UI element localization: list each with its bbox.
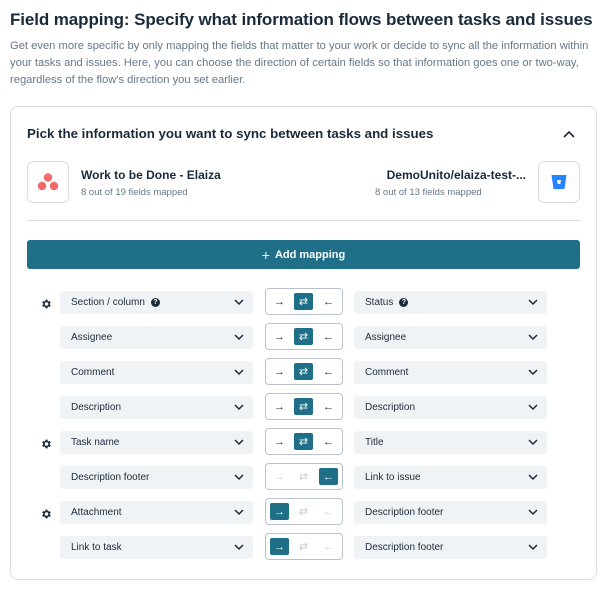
right-field-select[interactable]: [354, 396, 547, 419]
left-field-select[interactable]: [60, 431, 253, 454]
mapping-row: [27, 396, 587, 431]
left-to-right-arrow-icon[interactable]: →: [270, 503, 289, 520]
right-to-left-arrow-icon[interactable]: ←: [323, 365, 334, 378]
chevron-down-icon: [528, 368, 538, 376]
sync-direction-toggle: [265, 393, 343, 420]
left-to-right-arrow-icon[interactable]: →: [274, 400, 285, 413]
right-to-left-arrow-icon[interactable]: ←: [323, 295, 334, 308]
help-icon[interactable]: ?: [151, 298, 160, 307]
page-title: Field mapping: Specify what information flows between tasks and issues: [10, 10, 593, 29]
help-icon[interactable]: ?: [399, 298, 408, 307]
left-field-select[interactable]: [60, 326, 253, 349]
right-field-select[interactable]: [354, 291, 547, 314]
left-to-right-arrow-icon[interactable]: →: [270, 538, 289, 555]
mapping-row: [27, 501, 587, 536]
chevron-down-icon: [234, 333, 244, 341]
chevron-down-icon: [234, 473, 244, 481]
left-to-right-arrow-icon[interactable]: →: [274, 435, 285, 448]
left-field-label: Task name: [71, 437, 120, 448]
page-description: Get even more specific by only mapping the fields that matter to your work or decide to sync all the information within your tasks and issues. Here, you can choose the direction of certain fields so that information goes one or two-way, regardless of the flow's direction you set earlier.: [10, 40, 589, 86]
chevron-down-icon: [528, 508, 538, 516]
left-to-right-arrow-icon[interactable]: →: [274, 470, 285, 483]
chevron-down-icon: [528, 298, 538, 306]
right-to-left-arrow-icon[interactable]: ←: [323, 540, 334, 553]
left-app-field-count: 8 out of 19 fields mapped: [81, 187, 188, 198]
right-to-left-arrow-icon[interactable]: ←: [323, 400, 334, 413]
bitbucket-logo-icon: [538, 161, 580, 203]
gear-icon[interactable]: [40, 438, 52, 450]
two-way-arrow-icon[interactable]: ⇄: [294, 398, 313, 415]
mapping-list: [27, 291, 587, 571]
mapping-row: [27, 291, 587, 326]
gear-icon[interactable]: [40, 298, 52, 310]
two-way-arrow-icon[interactable]: ⇄: [298, 506, 309, 518]
right-field-label: Description: [365, 402, 416, 413]
left-to-right-arrow-icon[interactable]: →: [274, 365, 285, 378]
right-field-label: Description footer: [365, 542, 444, 553]
left-field-label: Link to task: [71, 542, 122, 553]
sync-direction-toggle: [265, 533, 343, 560]
right-app-name: DemoUnito/elaiza-test-...: [386, 168, 526, 182]
left-field-select[interactable]: [60, 361, 253, 384]
left-field-select[interactable]: [60, 396, 253, 419]
sync-direction-toggle: [265, 463, 343, 490]
chevron-down-icon: [234, 403, 244, 411]
sync-direction-toggle: [265, 358, 343, 385]
left-app-name: Work to be Done - Elaiza: [81, 168, 221, 182]
two-way-arrow-icon[interactable]: ⇄: [294, 363, 313, 380]
right-field-label: Link to issue: [365, 472, 421, 483]
left-to-right-arrow-icon[interactable]: →: [274, 330, 285, 343]
chevron-down-icon: [234, 543, 244, 551]
add-mapping-button[interactable]: [27, 240, 580, 269]
left-field-select[interactable]: [60, 536, 253, 559]
right-field-select[interactable]: [354, 326, 547, 349]
mapping-row: [27, 326, 587, 361]
left-to-right-arrow-icon[interactable]: →: [274, 295, 285, 308]
right-to-left-arrow-icon[interactable]: ←: [323, 330, 334, 343]
chevron-down-icon: [528, 473, 538, 481]
left-field-label: Assignee: [71, 332, 113, 343]
two-way-arrow-icon[interactable]: ⇄: [294, 328, 313, 345]
mapping-row: [27, 361, 587, 396]
right-field-select[interactable]: [354, 431, 547, 454]
left-field-select[interactable]: [60, 501, 253, 524]
add-mapping-label: Add mapping: [274, 248, 346, 261]
mapping-row: [27, 431, 587, 466]
sync-direction-toggle: [265, 323, 343, 350]
two-way-arrow-icon[interactable]: ⇄: [298, 541, 309, 553]
chevron-down-icon: [528, 438, 538, 446]
chevron-up-icon[interactable]: [562, 127, 576, 141]
right-field-label: Title: [365, 437, 384, 448]
chevron-down-icon: [234, 298, 244, 306]
right-field-label: Comment: [365, 367, 409, 378]
divider: [27, 220, 580, 221]
field-mapping-card: [10, 106, 597, 580]
right-app: [375, 161, 580, 203]
chevron-down-icon: [528, 543, 538, 551]
left-field-select[interactable]: [60, 291, 253, 314]
gear-icon[interactable]: [40, 508, 52, 520]
left-field-label: Description footer: [71, 472, 150, 483]
chevron-down-icon: [234, 368, 244, 376]
chevron-down-icon: [528, 333, 538, 341]
sync-direction-toggle: [265, 498, 343, 525]
left-field-select[interactable]: [60, 466, 253, 489]
right-field-select[interactable]: [354, 536, 547, 559]
right-field-select[interactable]: [354, 501, 547, 524]
sync-direction-toggle: [265, 288, 343, 315]
two-way-arrow-icon[interactable]: ⇄: [298, 471, 309, 483]
right-to-left-arrow-icon[interactable]: ←: [323, 435, 334, 448]
chevron-down-icon: [234, 438, 244, 446]
card-title: Pick the information you want to sync between tasks and issues: [27, 126, 434, 141]
left-field-label: Comment: [71, 367, 115, 378]
mapping-row: [27, 466, 587, 501]
right-app-field-count: 8 out of 13 fields mapped: [375, 187, 482, 198]
right-field-select[interactable]: [354, 361, 547, 384]
right-field-select[interactable]: [354, 466, 547, 489]
left-field-label: Section / column: [71, 297, 145, 308]
asana-logo-icon: [27, 161, 69, 203]
right-field-label: Assignee: [365, 332, 407, 343]
sync-direction-toggle: [265, 428, 343, 455]
two-way-arrow-icon[interactable]: ⇄: [294, 293, 313, 310]
left-field-label: Description: [71, 402, 122, 413]
right-to-left-arrow-icon[interactable]: ←: [323, 505, 334, 518]
mapping-row: [27, 536, 587, 571]
chevron-down-icon: [528, 403, 538, 411]
two-way-arrow-icon[interactable]: ⇄: [294, 433, 313, 450]
right-field-label: Description footer: [365, 507, 444, 518]
chevron-down-icon: [234, 508, 244, 516]
left-field-label: Attachment: [71, 507, 122, 518]
right-field-label: Status: [365, 297, 394, 308]
plus-icon: +: [261, 246, 270, 263]
right-to-left-arrow-icon[interactable]: ←: [319, 468, 338, 485]
